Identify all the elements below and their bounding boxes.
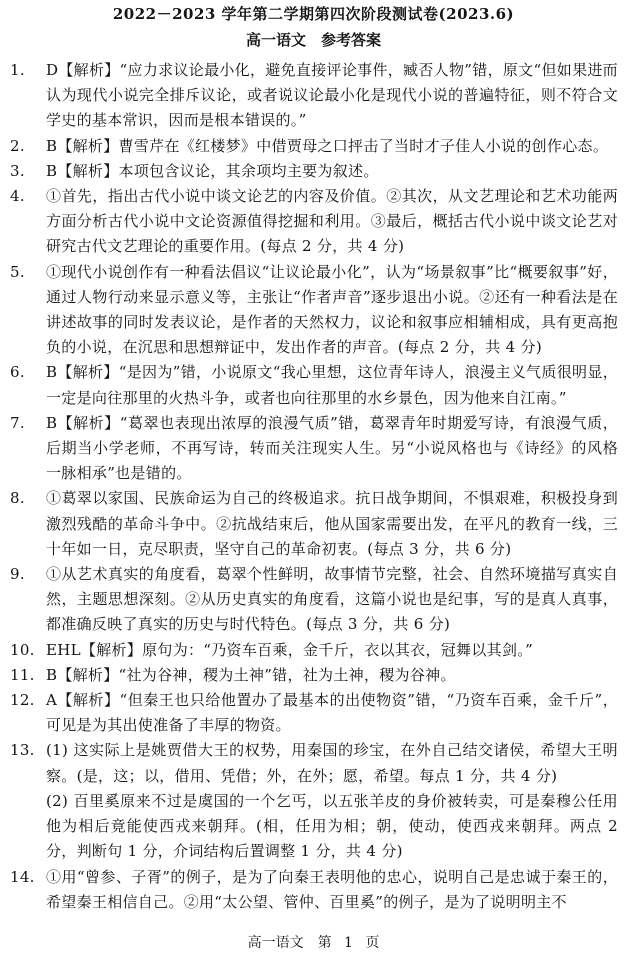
answer-text: ①用“曾参、子胥”的例子，是为了向秦王表明他的忠心，说明自己是忠诚于秦王的，希望秦王相信自己。②用“太公望、管仲、百里奚”的例子，是为了说明明主不	[46, 867, 618, 911]
answer-item	[10, 789, 618, 865]
answer-item	[10, 663, 618, 688]
answer-number: 4.	[10, 187, 25, 206]
page-footer: 高一语文 第 1 页	[247, 935, 380, 951]
answer-text: B【解析】“是因为”错，小说原文“我心里想，这位青年诗人，浪漫主义气质很明显，一定是向往那里的火热斗争，或者也向往那里的水乡景色，因为他来自江南。”	[46, 363, 618, 407]
answer-number: 9.	[10, 565, 25, 584]
answer-number: 8.	[10, 489, 25, 508]
answer-text: (1) 这实际上是姚贾借大王的权势，用秦国的珍宝，在外自己结交诸侯，希望大王明察。(是，这；以，借用、凭借；外，在外；愿，希望。每点 1 分，共 4 分)	[46, 741, 618, 785]
answer-item	[10, 58, 618, 134]
answer-item	[10, 134, 618, 159]
answer-text: B【解析】“葛翠也表现出浓厚的浪漫气质”错，葛翠青年时期爱写诗，有浪漫气质，后期当小学老师，不再写诗，转而关注现实人生。另“小说风格也与《诗经》的风格一脉相承”也是错的。	[46, 413, 618, 483]
answer-text: D【解析】“应力求议论最小化，避免直接评论事件，臧否人物”错，原文“但如果进而认为现代小说完全排斥议论，或者说议论最小化是现代小说的普遍特征，则不符合文学史的基本常识，因而是根本错误的。”	[46, 61, 618, 130]
answer-item	[10, 738, 618, 788]
answer-number: 2.	[10, 136, 25, 155]
answer-text: (2) 百里奚原来不过是虞国的一个乞丐，以五张羊皮的身价被转卖，可是秦穆公任用他为相后竟能使西戎来朝拜。(相，任用为相；朝，使动，使西戎来朝拜。两点 2 分，判断句 1 分，介词结构后置调整 1 分，共 4 分)	[46, 791, 618, 861]
answer-number: 1.	[10, 61, 25, 79]
answer-number: 6.	[10, 363, 25, 382]
answer-item	[10, 411, 618, 487]
answer-item	[10, 638, 618, 663]
answer-number: 7.	[10, 413, 25, 432]
answer-text: ①首先，指出古代小说中谈文论艺的内容及价值。②其次，从文艺理论和艺术功能两方面分析古代小说中文论资源值得挖掘和利用。③最后，概括古代小说中谈文论艺对研究古代文艺理论的重要作用。(每点 2 分，共 4 分)	[46, 187, 618, 256]
answer-item	[10, 562, 618, 638]
answer-item	[10, 688, 618, 738]
document-subtitle: 高一语文 参考答案	[245, 31, 381, 49]
answer-number: 11.	[10, 665, 35, 684]
answer-text: B【解析】曹雪芹在《红楼梦》中借贾母之口抨击了当时才子佳人小说的创作心态。	[46, 136, 609, 155]
answer-item	[10, 159, 618, 184]
answer-number: 12.	[10, 691, 35, 710]
answer-text: B【解析】“社为谷神，稷为土神”错，社为土神，稷为谷神。	[46, 665, 456, 684]
answer-item	[10, 865, 618, 915]
answer-text: B【解析】本项包含议论，其余项均主要为叙述。	[46, 161, 379, 180]
answer-item	[10, 486, 618, 562]
document-title: 2022－2023 学年第二学期第四次阶段测试卷(2023.6)	[112, 5, 515, 23]
answer-item	[10, 360, 618, 410]
answer-number: 3.	[10, 161, 25, 180]
answer-text: ①从艺术真实的角度看，葛翠个性鲜明，故事情节完整，社会、自然环境描写真实自然，主题思想深刻。②从历史真实的角度看，这篇小说也是纪事，写的是真人真事，都准确反映了真实的历史与时代特色。(每点 3 分，共 6 分)	[46, 565, 618, 634]
answer-item	[10, 260, 618, 361]
answer-item	[10, 184, 618, 260]
answer-text: EHL【解析】原句为：“乃资车百乘，金千斤，衣以其衣，冠舞以其剑。”	[46, 640, 534, 659]
answer-list	[10, 58, 618, 915]
answer-text: ①现代小说创作有一种看法倡议“让议论最小化”，认为“场景叙事”比“概要叙事”好，通过人物行动来显示意义等，主张让“作者声音”逐步退出小说。②还有一种看法是在讲述故事的同时发表议论，是作者的天然权力，议论和叙事应相辅相成，具有更高抱负的小说，在沉思和思想辩证中，发出作者的声音。(每点 2 分，共 4 分)	[46, 262, 618, 357]
answer-number: 13.	[10, 741, 35, 760]
answer-number: 10.	[10, 640, 35, 659]
answer-number: 14.	[10, 867, 35, 886]
answer-text: A【解析】“但秦王也只给他置办了最基本的出使物资”错，“乃资车百乘，金千斤”，可见是为其出使准备了丰厚的物资。	[46, 691, 618, 735]
answer-number: 5.	[10, 262, 25, 281]
answer-text: ①葛翠以家国、民族命运为自己的终极追求。抗日战争期间，不惧艰难，积极投身到激烈残酷的革命斗争中。②抗战结束后，他从国家需要出发，在平凡的教育一线，三十年如一日，克尽职责，坚守自己的革命初衷。(每点 3 分，共 6 分)	[46, 489, 618, 558]
